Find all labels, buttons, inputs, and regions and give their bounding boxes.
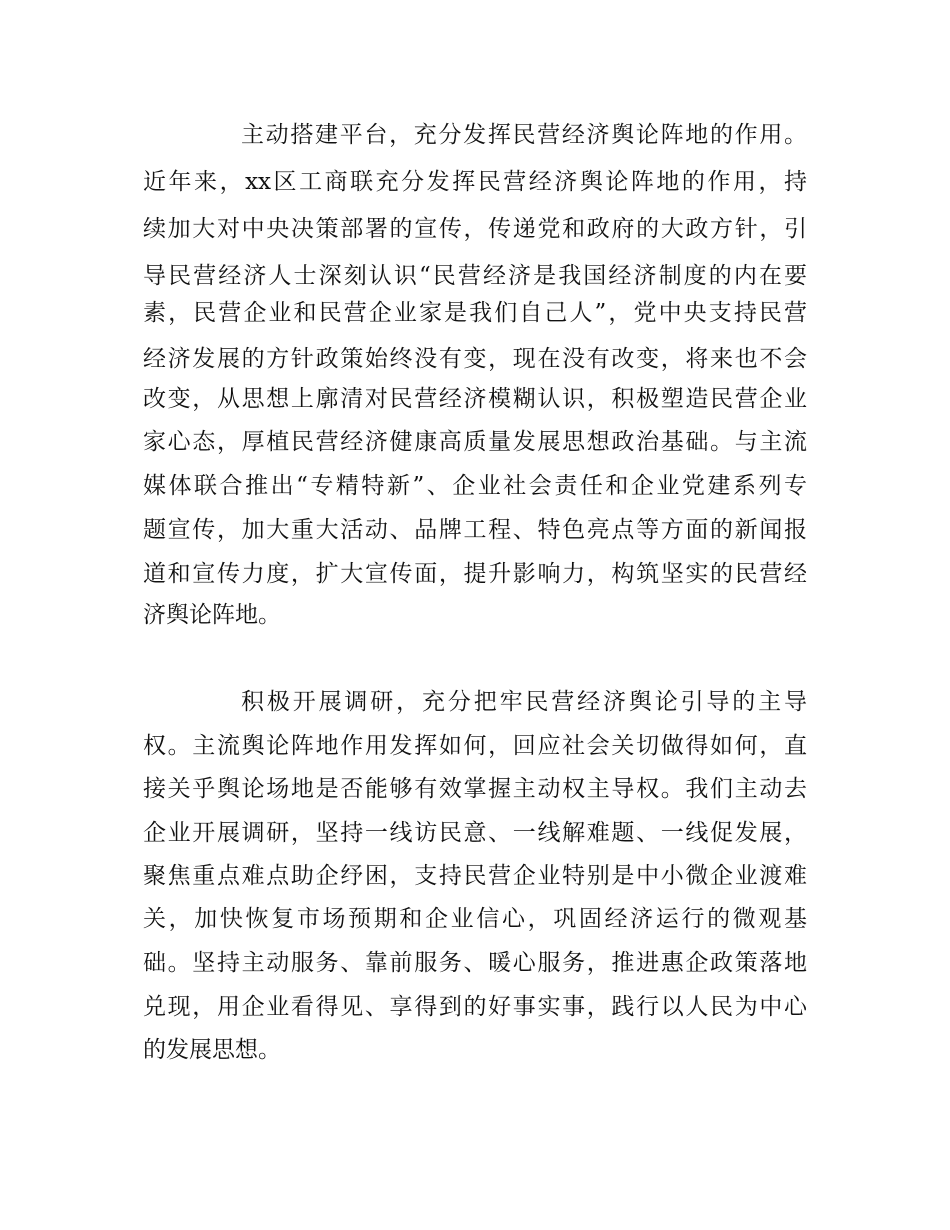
- paragraph-line: 关，加快恢复市场预期和企业信心，巩固经济运行的微观基: [143, 906, 807, 932]
- paragraph-line: 媒体联合推出“专精特新”、企业社会责任和企业党建系列专: [143, 473, 807, 499]
- paragraph-line: 兑现，用企业看得见、享得到的好事实事，践行以人民为中心: [143, 994, 807, 1020]
- paragraph-line: 家心态，厚植民营经济健康高质量发展思想政治基础。与主流: [143, 429, 807, 455]
- paragraph-line: 权。主流舆论阵地作用发挥如何，回应社会关切做得如何，直: [143, 733, 807, 759]
- paragraph-line: 素，民营企业和民营企业家是我们自己人”，党中央支持民营: [143, 300, 807, 326]
- paragraph-line: 题宣传，加大重大活动、品牌工程、特色亮点等方面的新闻报: [143, 517, 807, 543]
- paragraph-line: 接关乎舆论场地是否能够有效掌握主动权主导权。我们主动去: [143, 776, 807, 802]
- paragraph-line: 础。坚持主动服务、靠前服务、暖心服务，推进惠企政策落地: [143, 950, 807, 976]
- paragraph-line: 济舆论阵地。: [143, 602, 281, 628]
- paragraph-line: 近年来，xx区工商联充分发挥民营经济舆论阵地的作用，持: [143, 169, 807, 195]
- paragraph-line: 聚焦重点难点助企纾困，支持民营企业特别是中小微企业渡难: [143, 863, 807, 889]
- paragraph-line: 企业开展调研，坚持一线访民意、一线解难题、一线促发展，: [143, 820, 807, 846]
- paragraph-line: 导民营经济人士深刻认识“民营经济是我国经济制度的内在要: [143, 263, 807, 289]
- paragraph-line: 改变，从思想上廓清对民营经济模糊认识，积极塑造民营企业: [143, 386, 807, 412]
- paragraph-line: 经济发展的方针政策始终没有变，现在没有改变，将来也不会: [143, 346, 807, 372]
- paragraph-line: 道和宣传力度，扩大宣传面，提升影响力，构筑坚实的民营经: [143, 561, 807, 587]
- paragraph-line: 积极开展调研，充分把牢民营经济舆论引导的主导: [241, 689, 807, 715]
- paragraph-line: 主动搭建平台，充分发挥民营经济舆论阵地的作用。: [241, 122, 807, 148]
- paragraph-line: 续加大对中央决策部署的宣传，传递党和政府的大政方针，引: [143, 216, 807, 242]
- paragraph-line: 的发展思想。: [143, 1037, 281, 1063]
